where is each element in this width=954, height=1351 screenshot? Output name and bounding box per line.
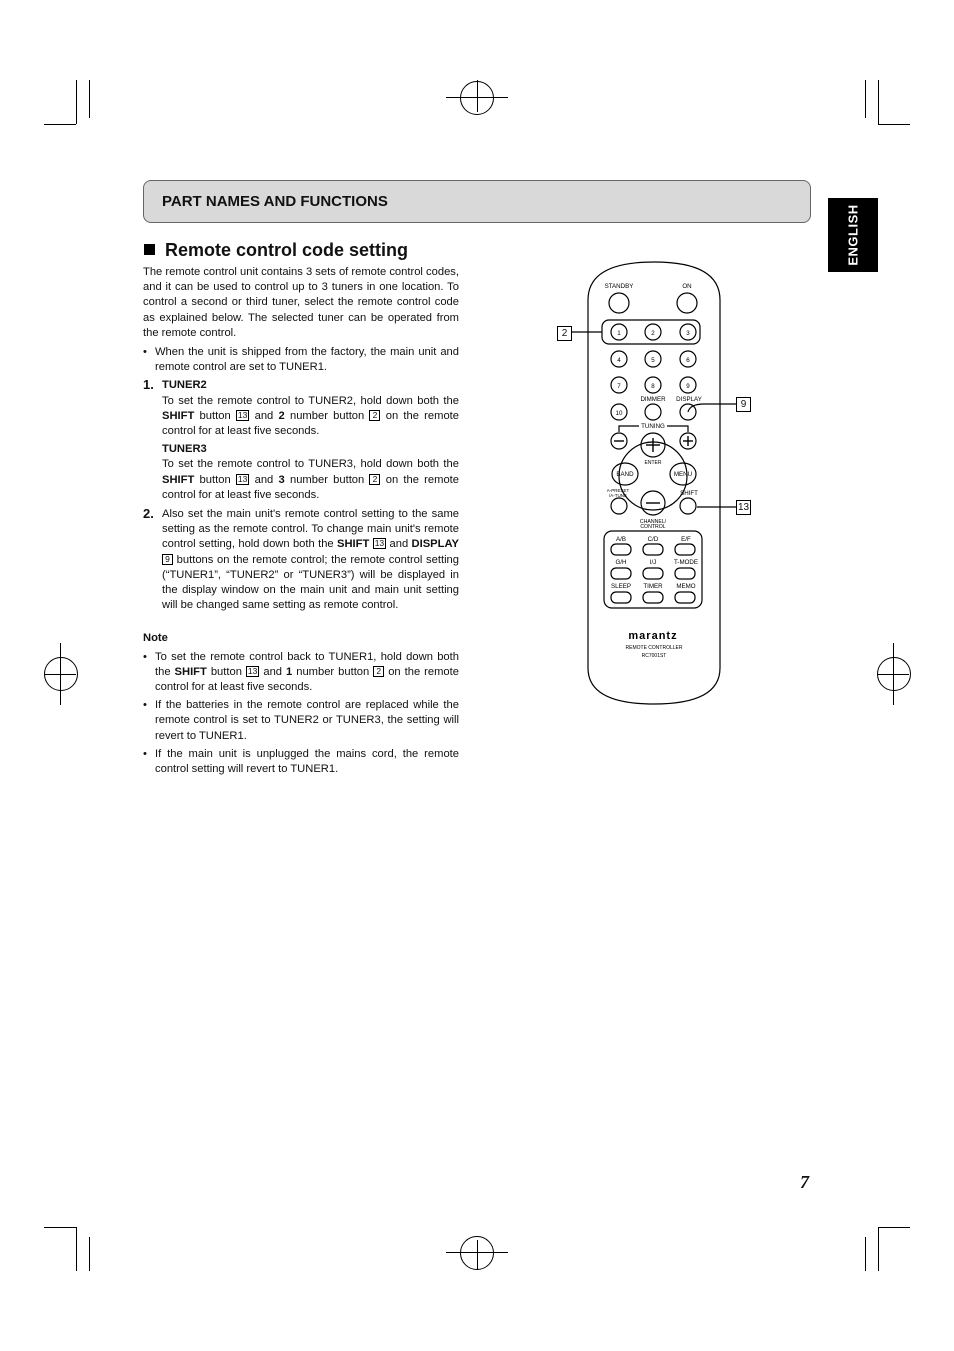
- function-label: C/D: [647, 536, 659, 543]
- channel-label-b: CONTROL: [640, 524, 666, 530]
- callout-2: 2: [557, 326, 572, 341]
- note-item-1: • To set the remote control back to TUNER1, hold down both the SHIFT button 13 and 1 number button 2 on the remote control for at least five seconds.: [143, 650, 459, 694]
- menu-label: MENU: [673, 471, 693, 478]
- bullet-icon: •: [143, 650, 147, 663]
- ab-button: [611, 544, 631, 555]
- ref-box-2: 2: [369, 410, 380, 421]
- callout-13: 13: [737, 502, 750, 513]
- dimmer-label: DIMMER: [640, 396, 666, 403]
- timer-button: [643, 592, 663, 603]
- note-item-2: • If the batteries in the remote control are replaced while the remote control is set to TUNER2 or TUNER3, the setting will revert to TUNER1.: [143, 699, 459, 742]
- dimmer-button: [645, 404, 661, 420]
- model-label-a: REMOTE CONTROLLER: [625, 645, 683, 651]
- function-label: I/J: [649, 559, 657, 566]
- digit-label: 2: [651, 330, 655, 337]
- shift-button: [680, 498, 696, 514]
- digit-label: 4: [617, 357, 621, 364]
- channel-label-a: CHANNEL/: [639, 519, 667, 525]
- brand-logo: marantz: [628, 630, 678, 642]
- tuner3-heading: TUNER3: [162, 443, 207, 456]
- preset-label-b: /A-TUNE: [609, 493, 627, 498]
- on-button: [677, 293, 697, 313]
- function-label: T-MODE: [673, 559, 699, 566]
- function-label: TIMER: [643, 583, 663, 590]
- sleep-button: [611, 592, 631, 603]
- ref-box-13: 13: [237, 473, 248, 484]
- ref-box-2: 2: [369, 474, 380, 485]
- gh-button: [611, 568, 631, 579]
- step-2: 2. Also set the main unit's remote control setting to the same setting as the remote control. To change main unit's remote control setting, hold down both the SHIFT 13 and DISPLAY 9 buttons on the remote control; the remote control setting (“TUNER1”, “TUNER2” or “TUNER3”) will be displayed in the display window on the main unit and main unit setting will be changed same setting as remote control.: [143, 506, 459, 612]
- intro-paragraph: The remote control unit contains 3 sets of remote control codes, and it can be used to control up to 3 tuners in one location. To control a second or third tuner, select the remote control code as explained below. The selected tuner can be operated from the remote control.: [143, 266, 459, 339]
- tuning-label: TUNING: [641, 423, 665, 430]
- ref-box-9: 9: [162, 554, 173, 565]
- step-2-number: 2.: [143, 506, 154, 522]
- tuner3-text: To set the remote control to TUNER3, hold down both the SHIFT button 13 and 3 number button 2 on the remote control for at least five seconds.: [162, 458, 459, 501]
- digit-label: 1: [617, 330, 621, 337]
- ref-box-2: 2: [373, 666, 384, 677]
- digit-label: 10: [615, 410, 623, 417]
- model-label-b: RC7001ST: [641, 653, 667, 659]
- function-label: A/B: [616, 536, 626, 543]
- tuner2-heading: TUNER2: [162, 379, 207, 392]
- digit-label: 5: [651, 357, 655, 364]
- tuner2-text: To set the remote control to TUNER2, hold down both the SHIFT button 13 and 2 number button 2 on the remote control for at least five seconds.: [162, 394, 459, 438]
- ref-box-13: 13: [247, 665, 258, 676]
- tmode-button: [675, 568, 695, 579]
- digit-label: 3: [686, 330, 690, 337]
- bullet-icon: •: [143, 346, 147, 359]
- note-heading: Note: [143, 632, 168, 645]
- factory-note: • When the unit is shipped from the factory, the main unit and remote control are set to TUNER1.: [143, 346, 459, 374]
- enter-label: ENTER: [644, 460, 662, 466]
- digit-label: 6: [686, 357, 690, 364]
- ref-box-13: 13: [374, 538, 385, 549]
- function-label: SLEEP: [611, 583, 631, 590]
- language-label: ENGLISH: [845, 204, 861, 266]
- cd-button: [643, 544, 663, 555]
- standby-button: [609, 293, 629, 313]
- digit-label: 8: [651, 383, 655, 390]
- ef-button: [675, 544, 695, 555]
- function-label: MEMO: [676, 583, 696, 590]
- ij-button: [643, 568, 663, 579]
- note-item-3: • If the main unit is unplugged the mains cord, the remote control setting will revert to TUNER1.: [143, 747, 459, 776]
- standby-label: STANDBY: [604, 283, 634, 290]
- preset-button: [611, 498, 627, 514]
- bullet-icon: •: [143, 747, 147, 760]
- header-title: PART NAMES AND FUNCTIONS: [162, 193, 388, 210]
- function-label: G/H: [615, 559, 627, 566]
- display-label: DISPLAY: [676, 396, 702, 403]
- section-title: Remote control code setting: [144, 240, 408, 261]
- memo-button: [675, 592, 695, 603]
- band-label: BAND: [616, 471, 634, 478]
- callout-9: 9: [736, 397, 751, 412]
- ref-box-13: 13: [237, 409, 248, 420]
- bullet-icon: •: [143, 699, 147, 712]
- page-number: 7: [800, 1172, 809, 1192]
- preset-label-a: A-PRESET: [606, 488, 630, 493]
- step-1-number: 1.: [143, 377, 154, 393]
- shift-label: SHIFT: [680, 490, 698, 497]
- digit-label: 9: [686, 383, 690, 390]
- digit-label: 7: [617, 383, 621, 390]
- on-label: ON: [682, 283, 692, 290]
- function-label: E/F: [681, 536, 691, 543]
